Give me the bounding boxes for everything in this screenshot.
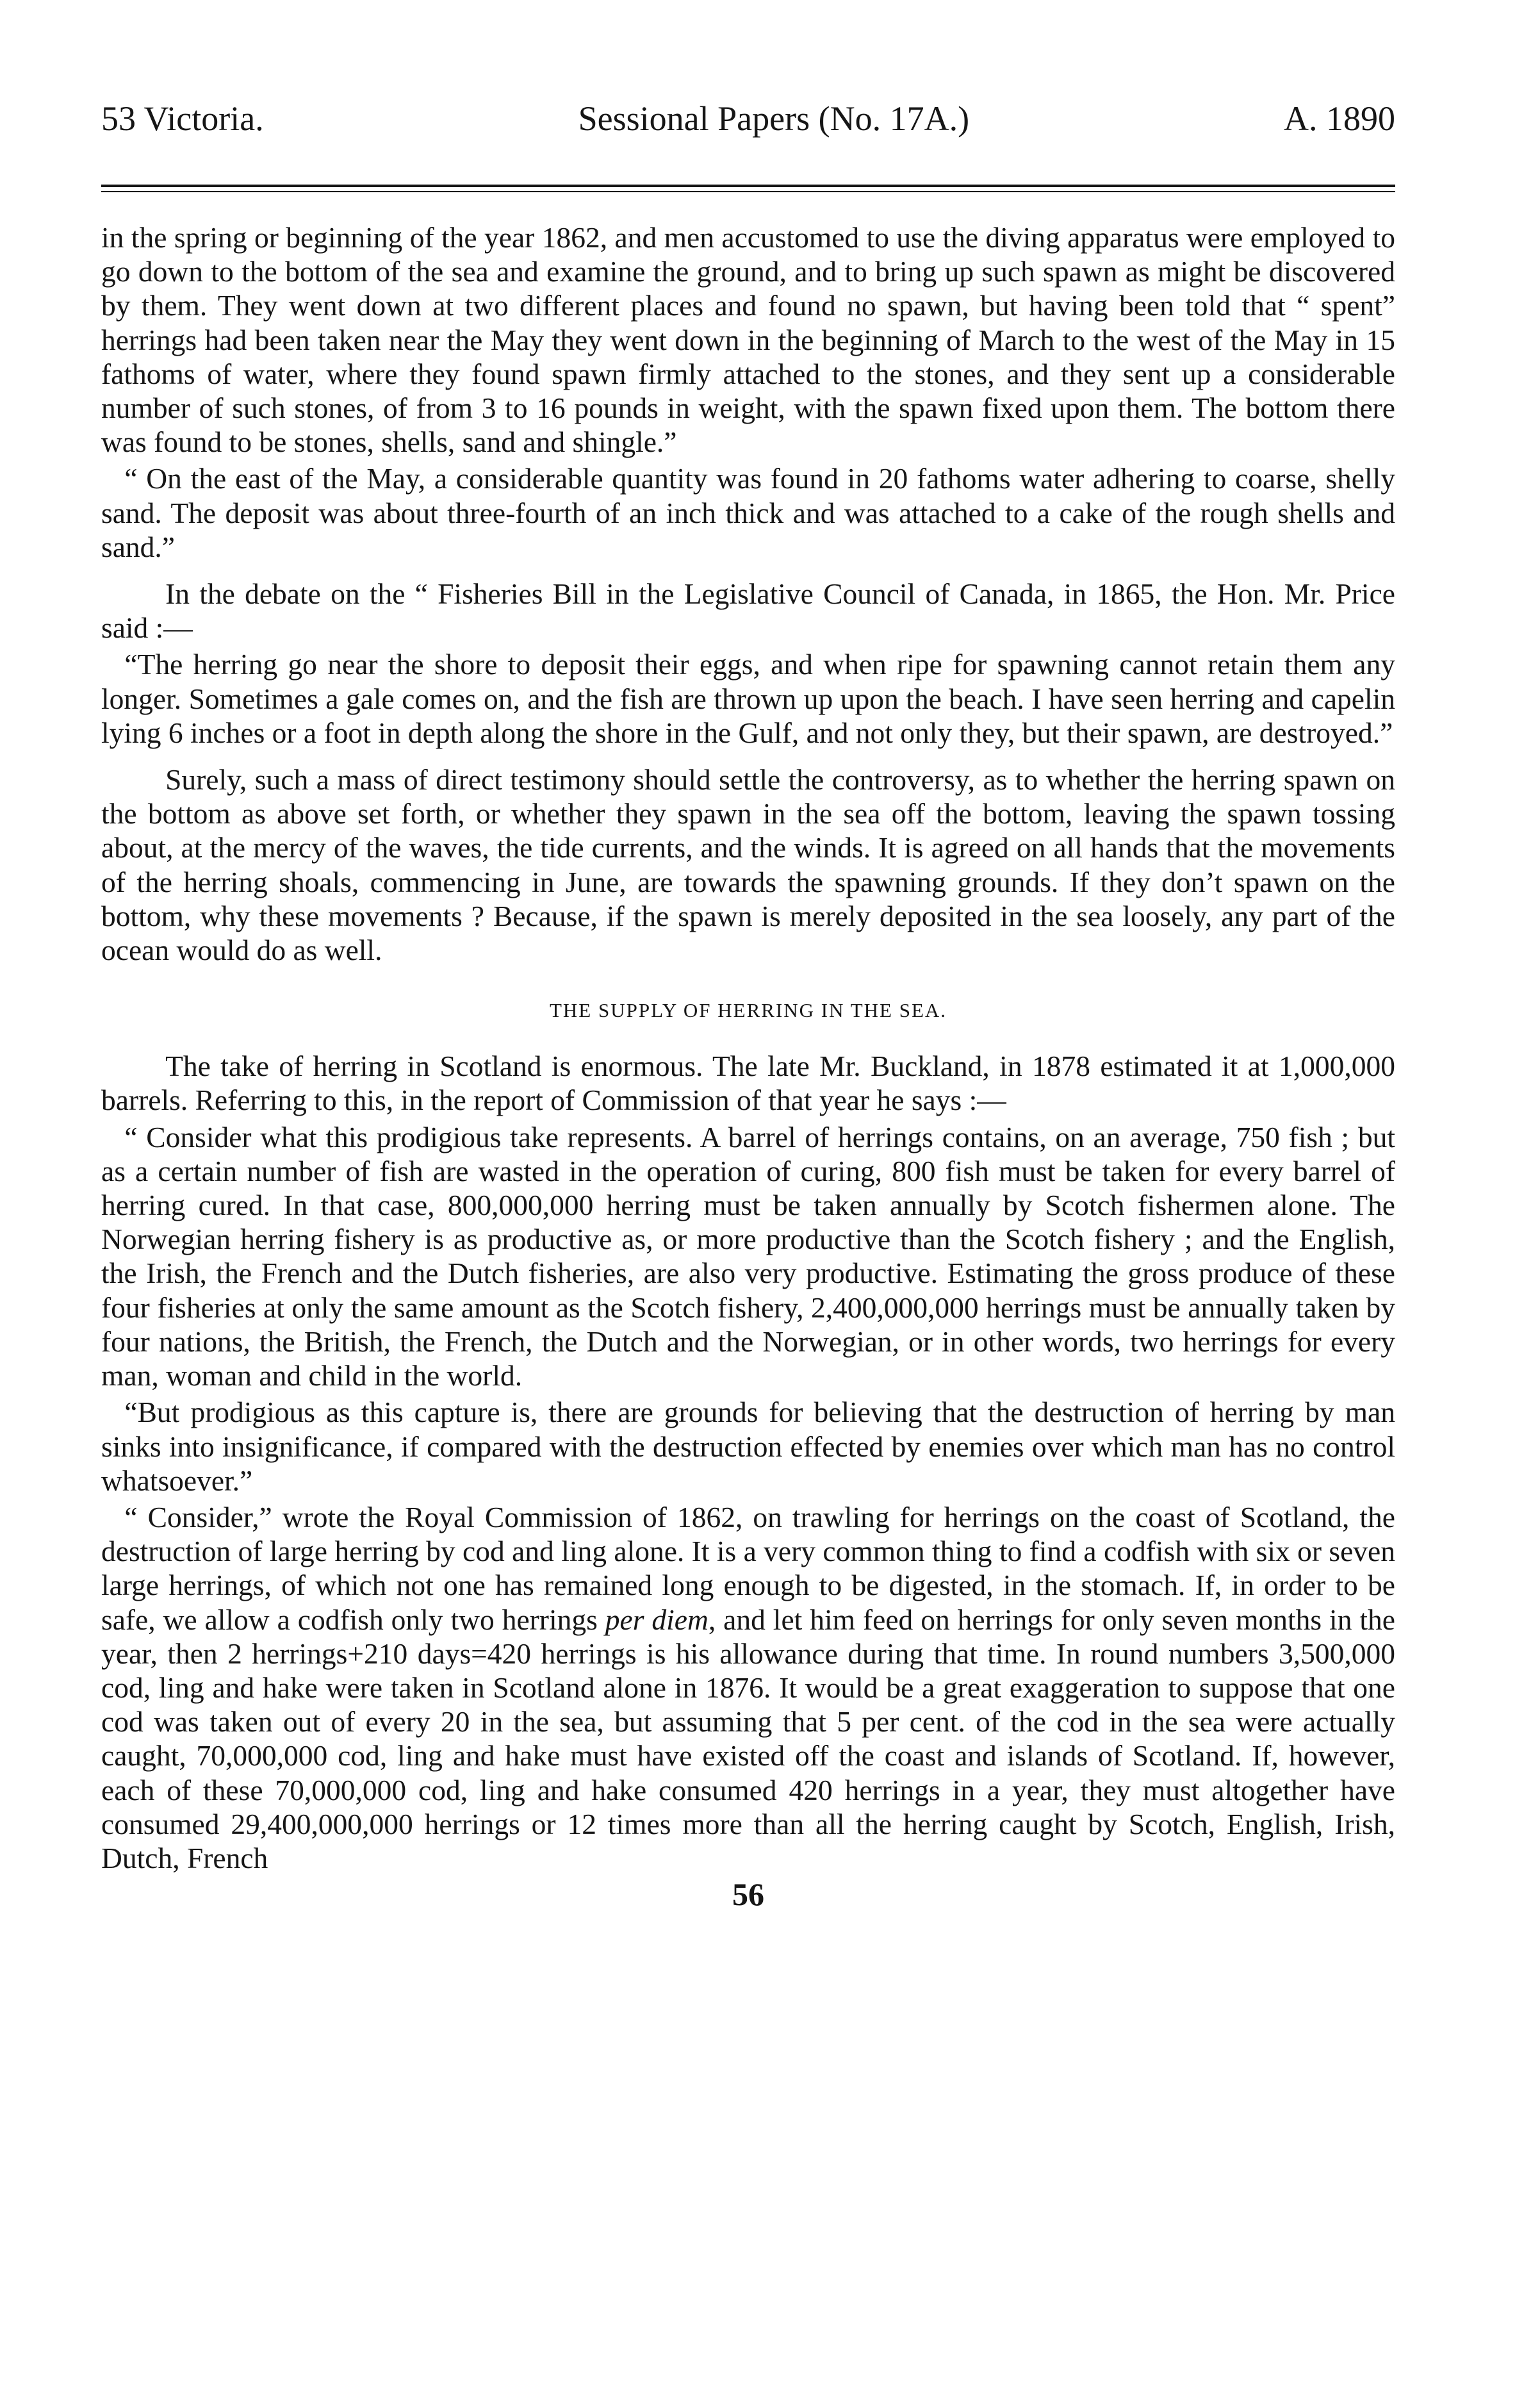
header-sessional-papers: Sessional Papers (No. 17A.) — [578, 99, 970, 138]
paragraph: Surely, such a mass of direct testimony should settle the controversy, as to whether the herring spawn on the bottom as above set forth, or whether they spawn in the sea off the bottom, leaving the spawn tossing about, at the mercy of the waves, the tide currents, and the winds. It is agreed on all hands that the movements of the herring shoals, commencing in June, are towards the spawning grounds. If they don’t spawn on the bottom, why these movements ? Because, if the spawn is merely deposited in the sea loosely, any part of the ocean would do as well. — [101, 763, 1395, 967]
paragraph — [101, 1500, 1395, 1875]
document-page — [101, 96, 1395, 2377]
paragraph: “But prodigious as this capture is, there are grounds for believing that the destruction of herring by man sinks into insignificance, if compared with the destruction effected by enemies over which man has no control whatsoever.” — [101, 1396, 1395, 1497]
running-head — [101, 96, 1395, 147]
header-session: 53 Victoria. — [101, 99, 264, 138]
paragraph-text: “ Consider,” wrote the Royal Commission of 1862, on trawling for herrings on the coast of Scotland, the destruction of large herring by cod and ling alone. It is a very common thing to find a codfish with six or seven large herrings, of which not one has remained long enough to be digested, in the stomach. If, in order to be safe, we allow a codfish only two herrings — [101, 1500, 1395, 1636]
paragraph: The take of herring in Scotland is enormous. The late Mr. Buckland, in 1878 estimated it at 1,000,000 barrels. Referring to this, in the report of Commission of that year he says :— — [101, 1050, 1395, 1117]
paragraph: “ On the east of the May, a considerable quantity was found in 20 fathoms water adhering to coarse, shelly sand. The deposit was about three-fourth of an inch thick and was attached to a cake of the rough shells and sand.” — [101, 462, 1395, 563]
page-number: 56 — [732, 1876, 764, 1913]
header-year: A. 1890 — [1284, 99, 1395, 138]
paragraph: “The herring go near the shore to deposit their eggs, and when ripe for spawning cannot retain them any longer. Sometimes a gale comes on, and the fish are thrown up upon the beach. I have seen herring and capelin lying 6 inches or a foot in depth along the shore in the Gulf, and not only they, but their spawn, are destroyed.” — [101, 648, 1395, 749]
italic-phrase: per diem — [605, 1603, 709, 1636]
paragraph: “ Consider what this prodigious take represents. A barrel of herrings contains, on an average, 750 fish ; but as a certain number of fish are wasted in the operation of curing, 800 fish must be taken for every barrel of herring cured. In that case, 800,000,000 herring must be taken annually by Scotch fishermen alone. The Norwegian herring fishery is as productive as, or more productive than the Scotch fishery ; and the English, the Irish, the French and the Dutch fisheries, are also very productive. Estimating the gross produce of these four fisheries at only the same amount as the Scotch fishery, 2,400,000,000 herrings must be annually taken by four nations, the British, the French, the Dutch and the Norwegian, or in other words, two herrings for every man, woman and child in the world. — [101, 1120, 1395, 1392]
header-double-rule — [101, 185, 1395, 192]
paragraph-text: , and let him feed on herrings for only seven months in the year, then 2 herrings+210 days=420 herrings is his allowance during that time. In round numbers 3,500,000 cod, ling and hake were taken in Scotland alone in 1876. It would be a great exaggeration to suppose that one cod was taken out of every 20 in the sea, but assuming that 5 per cent. of the cod in the sea were actually caught, 70,000,000 cod, ling and hake must have existed off the coast and islands of Scotland. If, however, each of these 70,000,000 cod, ling and hake consumed 420 herrings in a year, they must altogether have consumed 29,400,000,000 herrings or 12 times more than all the herring caught by Scotch, English, Irish, Dutch, French — [101, 1603, 1395, 1874]
section-heading: THE SUPPLY OF HERRING IN THE SEA. — [549, 999, 947, 1022]
paragraph: In the debate on the “ Fisheries Bill in the Legislative Council of Canada, in 1865, the Hon. Mr. Price said :— — [101, 577, 1395, 645]
body-text — [101, 220, 1395, 1875]
paragraph: in the spring or beginning of the year 1862, and men accustomed to use the diving apparatus were employed to go down to the bottom of the sea and examine the ground, and to bring up such spawn as might be discovered by them. They went down at two different places and found no spawn, but having been told that “ spent” herrings had been taken near the May they went down in the beginning of March to the west of the May in 15 fathoms of water, where they found spawn firmly attached to the stones, and they sent up a considerable number of such stones, of from 3 to 16 pounds in weight, with the spawn fixed upon them. The bottom there was found to be stones, shells, sand and shingle.” — [101, 221, 1395, 459]
